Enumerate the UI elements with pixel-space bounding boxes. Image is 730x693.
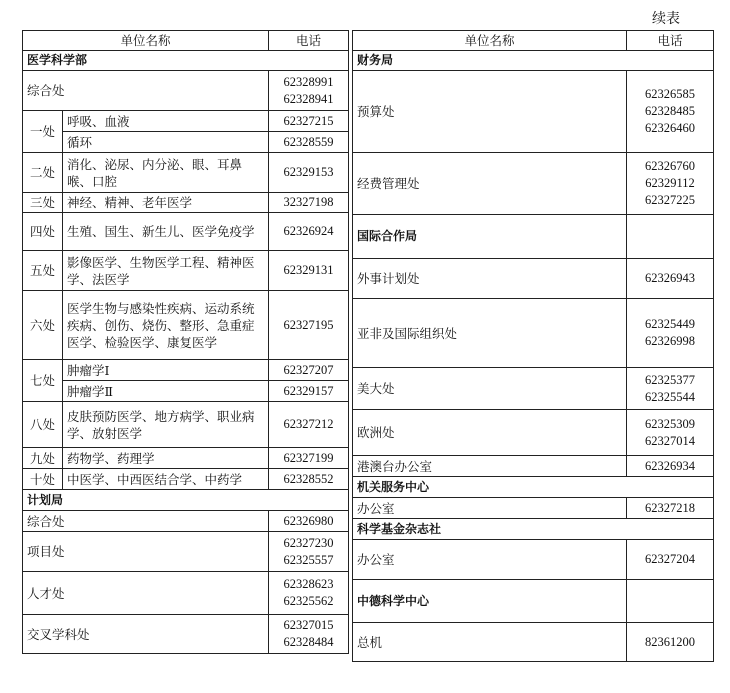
section-title: 中德科学中心 <box>353 580 627 623</box>
unit-name: 外事计划处 <box>353 259 627 299</box>
unit-header: 单位名称 <box>23 31 269 51</box>
section-title: 国际合作局 <box>353 215 627 259</box>
section-title: 科学基金杂志社 <box>353 519 714 540</box>
phone-cell: 62327195 <box>269 291 349 360</box>
unit-name: 医学生物与感染性疾病、运动系统疾病、创伤、烧伤、整形、急重症医学、检验医学、康复医学 <box>63 291 269 360</box>
unit-name: 综合处 <box>23 511 269 532</box>
unit-name: 综合处 <box>23 71 269 111</box>
unit-name: 生殖、国生、新生儿、医学免疫学 <box>63 213 269 251</box>
unit-name: 项目处 <box>23 532 269 572</box>
phone-cell: 62329131 <box>269 251 349 291</box>
unit-name: 药物学、药理学 <box>63 448 269 469</box>
phone-cell: 62328991 62328941 <box>269 71 349 111</box>
phone-cell: 62326943 <box>627 259 714 299</box>
unit-name: 呼吸、血液 <box>63 111 269 132</box>
section-title: 医学科学部 <box>23 51 349 71</box>
unit-name: 人才处 <box>23 572 269 615</box>
unit-name: 办公室 <box>353 540 627 580</box>
unit-name: 总机 <box>353 623 627 662</box>
phone-header: 电话 <box>627 31 714 51</box>
dept-label: 四处 <box>23 213 63 251</box>
phone-cell: 62326585 62328485 62326460 <box>627 71 714 153</box>
dept-label: 六处 <box>23 291 63 360</box>
phone-cell: 62327215 <box>269 111 349 132</box>
phone-cell: 62328623 62325562 <box>269 572 349 615</box>
section-title: 财务局 <box>353 51 714 71</box>
phone-cell: 62327207 <box>269 360 349 381</box>
phone-cell: 62328552 <box>269 469 349 490</box>
unit-name: 肿瘤学Ⅱ <box>63 381 269 402</box>
phone-cell: 62326924 <box>269 213 349 251</box>
empty-cell <box>627 580 714 623</box>
unit-name: 皮肤预防医学、地方病学、职业病学、放射医学 <box>63 402 269 448</box>
phone-cell: 62325309 62327014 <box>627 410 714 456</box>
unit-name: 中医学、中西医结合学、中药学 <box>63 469 269 490</box>
dept-label: 二处 <box>23 153 63 193</box>
phone-cell: 82361200 <box>627 623 714 662</box>
phone-cell: 62329153 <box>269 153 349 193</box>
unit-name: 预算处 <box>353 71 627 153</box>
phone-cell: 62325449 62326998 <box>627 299 714 368</box>
dept-label: 一处 <box>23 111 63 153</box>
unit-header: 单位名称 <box>353 31 627 51</box>
unit-name: 欧洲处 <box>353 410 627 456</box>
phone-cell: 62328559 <box>269 132 349 153</box>
dept-label: 八处 <box>23 402 63 448</box>
dept-label: 九处 <box>23 448 63 469</box>
unit-name: 影像医学、生物医学工程、精神医学、法医学 <box>63 251 269 291</box>
phone-cell: 62326934 <box>627 456 714 477</box>
phone-cell: 62327015 62328484 <box>269 615 349 654</box>
phone-cell: 62327199 <box>269 448 349 469</box>
unit-name: 港澳台办公室 <box>353 456 627 477</box>
phone-cell: 62329157 <box>269 381 349 402</box>
unit-name: 经费管理处 <box>353 153 627 215</box>
right-directory-table <box>352 30 714 662</box>
dept-label: 七处 <box>23 360 63 402</box>
unit-name: 神经、精神、老年医学 <box>63 193 269 213</box>
unit-name: 肿瘤学Ⅰ <box>63 360 269 381</box>
unit-name: 美大处 <box>353 368 627 410</box>
dept-label: 十处 <box>23 469 63 490</box>
unit-name: 交叉学科处 <box>23 615 269 654</box>
phone-cell: 62327218 <box>627 498 714 519</box>
section-title: 机关服务中心 <box>353 477 714 498</box>
dept-label: 三处 <box>23 193 63 213</box>
unit-name: 循环 <box>63 132 269 153</box>
continued-label: 续表 <box>652 11 680 27</box>
left-directory-table <box>22 30 349 654</box>
phone-cell: 32327198 <box>269 193 349 213</box>
unit-name: 办公室 <box>353 498 627 519</box>
phone-cell: 62327212 <box>269 402 349 448</box>
phone-cell: 62326760 62329112 62327225 <box>627 153 714 215</box>
dept-label: 五处 <box>23 251 63 291</box>
section-title: 计划局 <box>23 490 349 511</box>
phone-cell: 62326980 <box>269 511 349 532</box>
phone-header: 电话 <box>269 31 349 51</box>
phone-cell: 62327204 <box>627 540 714 580</box>
phone-cell: 62327230 62325557 <box>269 532 349 572</box>
empty-cell <box>627 215 714 259</box>
unit-name: 消化、泌尿、内分泌、眼、耳鼻喉、口腔 <box>63 153 269 193</box>
phone-cell: 62325377 62325544 <box>627 368 714 410</box>
unit-name: 亚非及国际组织处 <box>353 299 627 368</box>
